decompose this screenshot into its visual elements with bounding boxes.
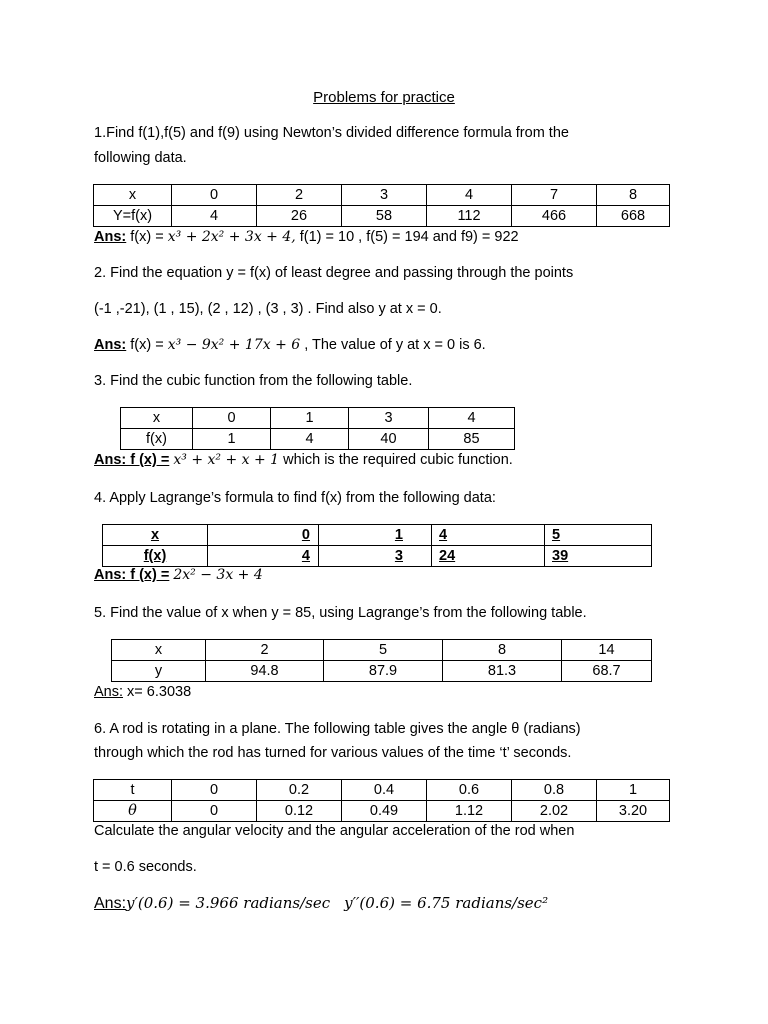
table-cell: 39	[545, 546, 652, 567]
table-cell: 1	[271, 408, 349, 429]
table-cell: 85	[429, 429, 515, 450]
table-row	[94, 206, 670, 227]
table-cell: 2.02	[512, 801, 597, 822]
table-row	[103, 525, 652, 546]
table-cell: 4	[429, 408, 515, 429]
table-cell: 1	[597, 780, 670, 801]
table-cell: x	[112, 640, 206, 661]
table-cell: 466	[512, 206, 597, 227]
problem-4-table	[102, 524, 652, 567]
table-cell: 3.20	[597, 801, 670, 822]
table-cell: 4	[427, 185, 512, 206]
table-cell: θ	[94, 801, 172, 822]
table-cell: 0.12	[257, 801, 342, 822]
table-row	[94, 780, 670, 801]
table-cell: 1.12	[427, 801, 512, 822]
table-cell: 4	[432, 525, 545, 546]
table-cell: 4	[271, 429, 349, 450]
table-row	[103, 546, 652, 567]
problem-6-text-line-1: 6. A rod is rotating in a plane. The following table gives the angle θ (radians)	[94, 721, 581, 737]
table-cell: 0	[172, 780, 257, 801]
answer-label: Ans:	[94, 229, 127, 245]
table-cell: 5	[545, 525, 652, 546]
problem-6-text-line-2: through which the rod has turned for various values of the time ‘t’ seconds.	[94, 745, 572, 761]
answer-values: , The value of y at x = 0 is 6.	[300, 337, 486, 353]
table-cell: 0.49	[342, 801, 427, 822]
table-cell: 0	[193, 408, 271, 429]
problem-6-table	[93, 779, 670, 822]
problem-1-text-line-2: following data.	[94, 150, 187, 166]
problem-6-answer	[94, 894, 548, 913]
problem-3-answer	[94, 452, 513, 468]
table-cell: 0	[172, 801, 257, 822]
answer-label: Ans:	[94, 337, 127, 353]
answer-values: f(1) = 10 , f(5) = 194 and f9) = 922	[295, 229, 519, 245]
table-cell: 14	[562, 640, 652, 661]
table-row	[94, 185, 670, 206]
answer-angular-velocity: y′(0.6) = 3.966 radians/sec	[126, 894, 331, 912]
problem-2-answer	[94, 337, 486, 353]
answer-formula: x³ + x² + x + 1	[173, 452, 280, 468]
answer-label: Ans:	[94, 684, 124, 700]
problem-3-table	[120, 407, 515, 450]
answer-label: Ans: f (x) =	[94, 452, 170, 468]
table-cell: 7	[512, 185, 597, 206]
table-cell: 0.6	[427, 780, 512, 801]
answer-formula: 2x² − 3x + 4	[173, 567, 263, 583]
problem-4-answer	[94, 567, 263, 583]
table-cell: 26	[257, 206, 342, 227]
table-row	[121, 408, 515, 429]
answer-formula: x³ + 2x² + 3x + 4,	[167, 229, 296, 245]
table-cell: x	[94, 185, 172, 206]
problem-5-table	[111, 639, 652, 682]
problem-1-text-line-1: 1.Find f(1),f(5) and f(9) using Newton’s divided difference formula from the	[94, 125, 569, 141]
table-cell: 0	[172, 185, 257, 206]
table-cell: 112	[427, 206, 512, 227]
table-cell: 0.2	[257, 780, 342, 801]
table-cell: 4	[172, 206, 257, 227]
table-cell: 8	[597, 185, 670, 206]
page-title: Problems for practice	[313, 89, 455, 106]
table-cell: 87.9	[324, 661, 443, 682]
table-cell: 4	[208, 546, 319, 567]
table-cell: 0.8	[512, 780, 597, 801]
answer-text: which is the required cubic function.	[279, 452, 513, 468]
table-cell: f(x)	[103, 546, 208, 567]
table-row	[112, 661, 652, 682]
table-cell: 3	[319, 546, 432, 567]
table-cell: 1	[319, 525, 432, 546]
problem-1-table	[93, 184, 670, 227]
table-cell: x	[103, 525, 208, 546]
table-cell: 81.3	[443, 661, 562, 682]
table-cell: 5	[324, 640, 443, 661]
answer-label: Ans: f (x) =	[94, 567, 170, 583]
table-row	[121, 429, 515, 450]
table-cell: 668	[597, 206, 670, 227]
table-row	[112, 640, 652, 661]
table-row	[94, 801, 670, 822]
answer-prefix: f(x) =	[126, 337, 168, 353]
table-cell: x	[121, 408, 193, 429]
table-cell: f(x)	[121, 429, 193, 450]
table-cell: 2	[206, 640, 324, 661]
problem-4-text-line-1: 4. Apply Lagrange’s formula to find f(x) from the following data:	[94, 490, 496, 506]
answer-angular-acceleration: y′′(0.6) = 6.75 radians/sec²	[344, 894, 549, 912]
answer-label: Ans:	[94, 895, 127, 912]
table-cell: 2	[257, 185, 342, 206]
table-cell: 0.4	[342, 780, 427, 801]
table-cell: 3	[342, 185, 427, 206]
problem-5-answer	[94, 684, 191, 700]
answer-prefix: f(x) =	[126, 229, 168, 245]
problem-6-text-line-3: Calculate the angular velocity and the angular acceleration of the rod when	[94, 823, 575, 839]
table-cell: t	[94, 780, 172, 801]
problem-2-text-line-2: (-1 ,-21), (1 , 15), (2 , 12) , (3 , 3) . Find also y at x = 0.	[94, 301, 442, 317]
table-cell: 24	[432, 546, 545, 567]
answer-formula: x³ − 9x² + 17x + 6	[167, 337, 301, 353]
table-cell: 3	[349, 408, 429, 429]
problem-2-text-line-1: 2. Find the equation y = f(x) of least degree and passing through the points	[94, 265, 574, 281]
problem-6-text-line-4: t = 0.6 seconds.	[94, 859, 197, 875]
table-cell: 94.8	[206, 661, 324, 682]
table-cell: 68.7	[562, 661, 652, 682]
table-cell: y	[112, 661, 206, 682]
table-cell: 40	[349, 429, 429, 450]
answer-value: x= 6.3038	[123, 684, 192, 700]
problem-3-text-line-1: 3. Find the cubic function from the following table.	[94, 373, 413, 389]
table-cell: 8	[443, 640, 562, 661]
problem-5-text-line-1: 5. Find the value of x when y = 85, using Lagrange’s from the following table.	[94, 605, 587, 621]
table-cell: Y=f(x)	[94, 206, 172, 227]
table-cell: 1	[193, 429, 271, 450]
table-cell: 58	[342, 206, 427, 227]
problem-1-answer	[94, 229, 519, 245]
table-cell: 0	[208, 525, 319, 546]
